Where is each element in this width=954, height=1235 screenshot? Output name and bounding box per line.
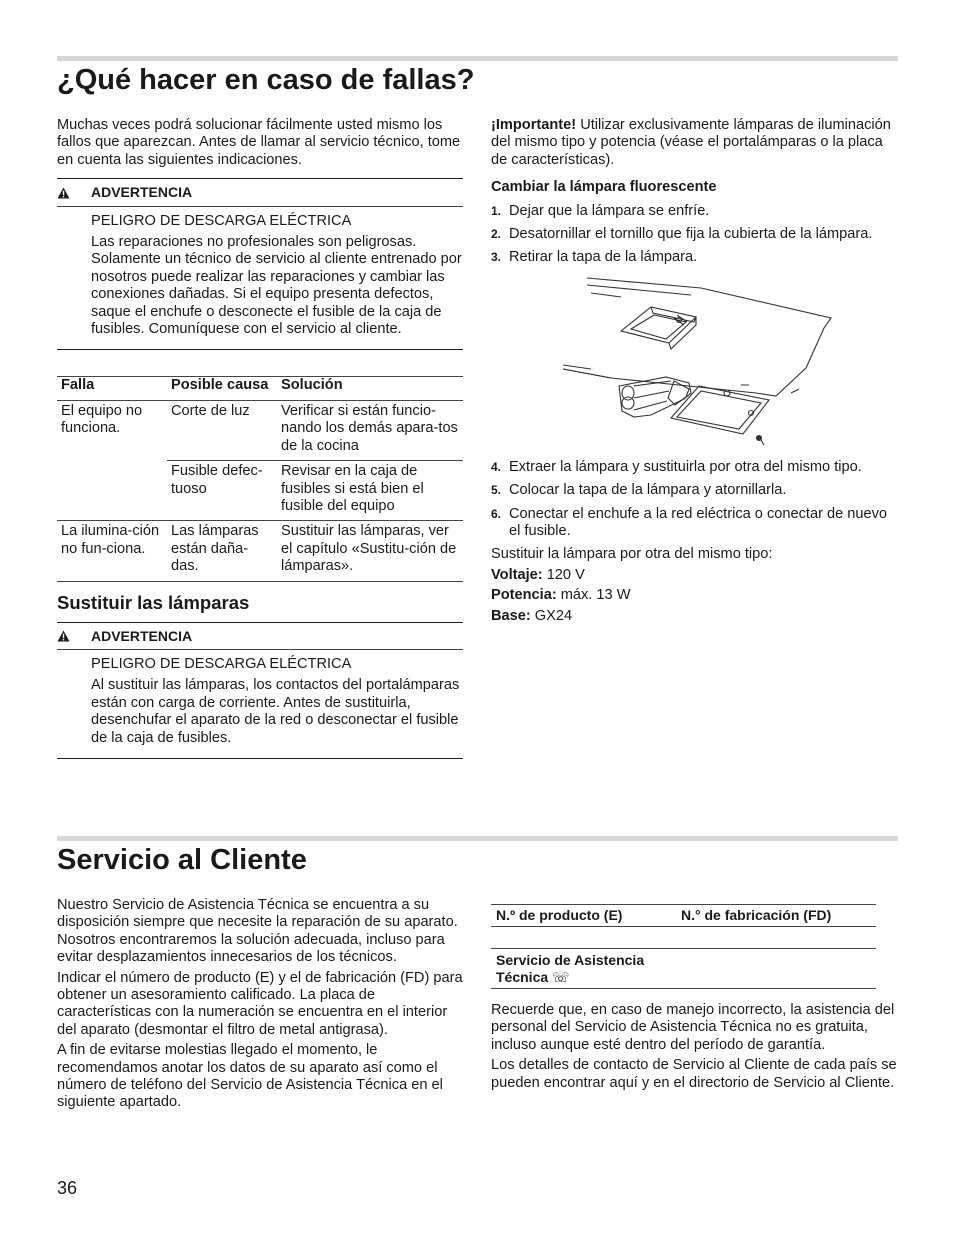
important-text: Utilizar exclusivamente lámparas de iluminación del mismo tipo y potencia (véase el portalámparas o la placa de características). [491, 117, 891, 168]
service-paragraph: Recuerde que, en caso de manejo incorrecto, la asistencia del personal del Servicio de Asistencia Técnica no es gratuita, incluso aunque esté dentro del período de garantía. [491, 1002, 895, 1053]
warning-heading: PELIGRO DE DESCARGA ELÉCTRICA [91, 655, 352, 672]
warning-body [57, 207, 463, 350]
step-number: 6. [491, 506, 502, 521]
steps-title: Cambiar la lámpara fluorescente [491, 179, 717, 196]
spec-value: máx. 13 W [556, 587, 631, 604]
spec-base [491, 608, 898, 625]
list-item [491, 226, 898, 243]
right-column-1 [491, 117, 898, 628]
form-row-blank [491, 927, 876, 949]
left-column-1 [57, 117, 463, 759]
table-row [57, 521, 463, 581]
cell-solution: Verificar si están funcio-nando los demás apara-tos de la cocina [281, 402, 458, 454]
product-number-label: N.º de producto (E) [496, 907, 623, 923]
spec-voltage [491, 567, 898, 584]
header-cause: Posible causa [171, 377, 269, 394]
right-column-2 [491, 904, 898, 1095]
step-number: 5. [491, 483, 502, 498]
spec-label: Potencia: [491, 587, 557, 604]
spec-label: Base: [491, 607, 531, 624]
list-item [491, 249, 898, 266]
service-label-line1: Servicio de Asistencia [496, 952, 645, 968]
list-item [491, 482, 898, 499]
section-rule-top [57, 56, 898, 61]
spec-label: Voltaje: [491, 566, 543, 583]
step-number: 2. [491, 227, 502, 242]
warning-header [57, 179, 463, 206]
steps-list-b [491, 459, 898, 541]
warning-label: ADVERTENCIA [91, 184, 193, 201]
warning-text: Al sustituir las lámparas, los contactos del portalámparas están con carga de corriente. Antes de sustituirla, desenchufar el aparato de la red o desconectar el fusible de la caja de fusibles. [91, 677, 460, 746]
warning-label: ADVERTENCIA [91, 627, 193, 644]
step-text: Desatornillar el tornillo que fija la cubierta de la lámpara. [509, 226, 873, 243]
section-rule-2 [57, 836, 898, 841]
spec-value: GX24 [530, 607, 573, 624]
warning-box-1 [57, 178, 463, 350]
cell-solution: Revisar en la caja de fusibles si está bien el fusible del equipo [277, 461, 463, 521]
warning-body [57, 650, 463, 758]
step-text: Dejar que la lámpara se enfríe. [509, 202, 710, 219]
spec-power [491, 587, 898, 604]
warning-heading: PELIGRO DE DESCARGA ELÉCTRICA [91, 212, 352, 229]
step-text: Colocar la tapa de la lámpara y atornillarla. [509, 482, 787, 499]
step-number: 1. [491, 203, 502, 218]
cell-solution: Sustituir las lámparas, ver el capítulo «Sustitu-ción de lámparas». [281, 523, 457, 575]
lamp-diagram [491, 273, 898, 453]
service-notes [491, 1002, 898, 1092]
troubleshooting-table [57, 376, 463, 581]
list-item [491, 459, 898, 476]
warning-triangle-icon [57, 630, 91, 642]
spec-value: 120 V [542, 566, 585, 583]
table-header-row [57, 377, 463, 400]
service-paragraph: Los detalles de contacto de Servicio al Cliente de cada país se pueden encontrar aquí y en el directorio de Servicio al Cliente. [491, 1057, 897, 1091]
service-paragraph: A fin de evitarse molestias llegado el momento, le recomendamos anotar los datos de su aparato así como el número de teléfono del Servicio de Asistencia Técnica en el siguiente apartado. [57, 1042, 443, 1111]
important-label: ¡Importante! [491, 117, 577, 133]
step-text: Retirar la tapa de la lámpara. [509, 249, 698, 266]
table-row [57, 400, 463, 460]
step-text: Conectar el enchufe a la red eléctrica o conectar de nuevo el fusible. [509, 505, 888, 540]
appliance-data-form [491, 904, 876, 989]
list-item [491, 506, 898, 541]
step-number: 4. [491, 459, 502, 474]
lamp-illustration [491, 273, 898, 453]
cell-cause: Las lámparas están daña-das. [171, 523, 259, 575]
service-paragraph: Indicar el número de producto (E) y el de fabricación (FD) para obtener un asesoramiento calificado. La placa de características con la numeración se encuentra en el interior del aparato (desmontar el filtro de metal antigrasa). [57, 969, 463, 1038]
header-solution: Solución [281, 377, 343, 394]
fd-number-label: N.° de fabricación (FD) [681, 907, 832, 923]
header-fault: Falla [61, 377, 95, 394]
replace-intro: Sustituir la lámpara por otra del mismo tipo: [491, 546, 773, 563]
cell-fault: El equipo no funciona. [61, 402, 143, 437]
cell-cause: Corte de luz [171, 402, 250, 419]
service-paragraph: Nuestro Servicio de Asistencia Técnica se encuentra a su disposición siempre que necesite la reparación de su aparato. Nosotros encontraremos la solución adecuada, incluso para evitar desplazamientos innecesarios de los técnicos. [57, 897, 458, 966]
cell-cause: Fusible defec-tuoso [167, 461, 277, 521]
warning-box-2 [57, 622, 463, 759]
form-row-numbers [491, 905, 876, 927]
important-paragraph [491, 117, 898, 169]
warning-triangle-icon [57, 187, 91, 199]
step-text: Extraer la lámpara y sustituirla por otra del mismo tipo. [509, 458, 862, 475]
steps-list-a [491, 203, 898, 267]
subsection-title: Sustituir las lámparas [57, 591, 250, 613]
cell-fault: La ilumina-ción no fun-ciona. [61, 523, 160, 557]
step-number: 3. [491, 250, 502, 265]
warning-header [57, 623, 463, 650]
left-column-2 [57, 897, 463, 1115]
list-item [491, 203, 898, 220]
warning-text: Las reparaciones no profesionales son peligrosas. Solamente un técnico de servicio al cliente entrenado por nosotros puede realizar las reparaciones y cambiar las conexiones dañadas. Si el equipo presenta defectos, saque el enchufe o desconecte el fusible de la caja de fusibles. Comuníquese con el servicio al cliente. [91, 234, 462, 338]
page-number: 36 [57, 1178, 78, 1198]
intro-paragraph: Muchas veces podrá solucionar fácilmente usted mismo los fallos que aparezcan. Antes de llamar al servicio técnico, tome en cuenta las siguientes indicaciones. [57, 117, 461, 168]
page-title: ¿Qué hacer en caso de fallas? [57, 64, 475, 96]
section2-title: Servicio al Cliente [57, 844, 307, 876]
service-label-line2: Técnica ☏ [496, 969, 570, 986]
form-row-service [491, 949, 876, 989]
